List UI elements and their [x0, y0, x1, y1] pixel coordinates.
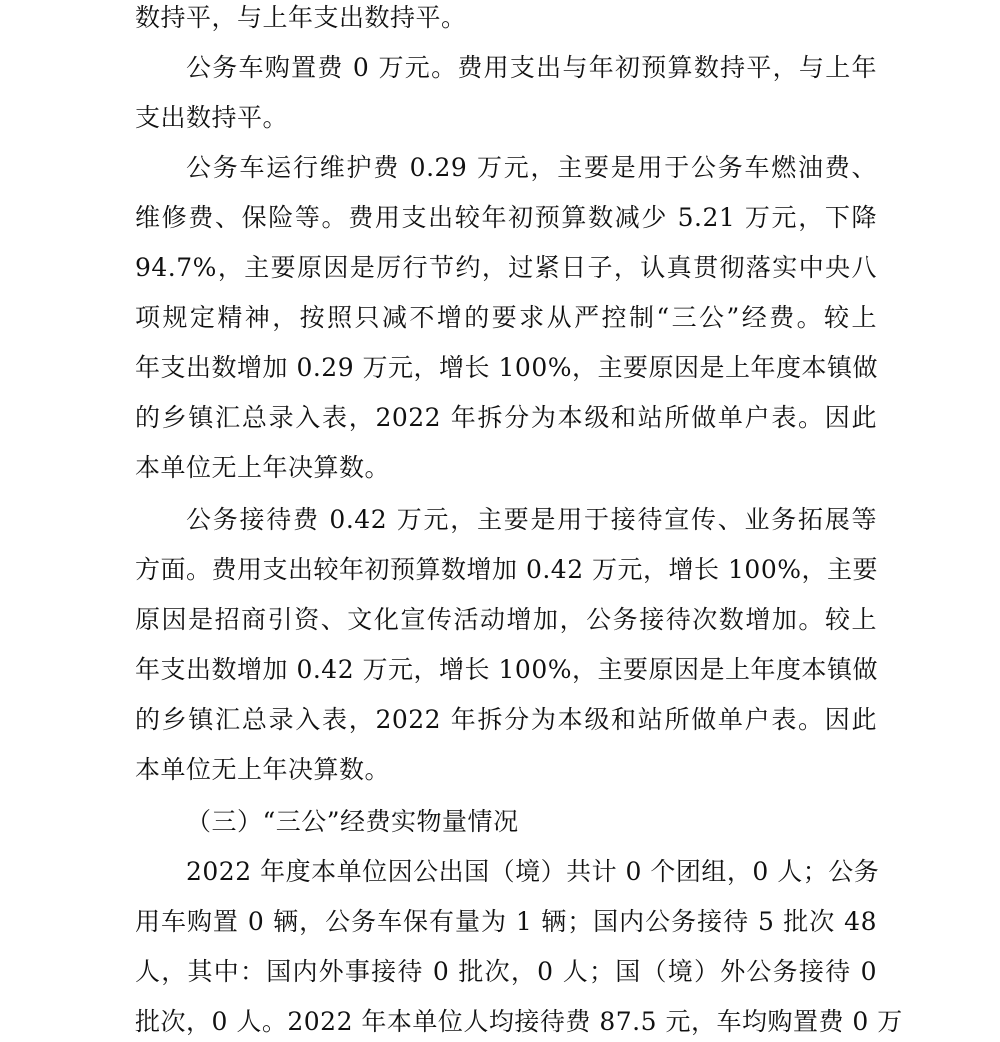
text-line: 94.7%，主要原因是厉行节约，过紧日子，认真贯彻落实中央八	[135, 253, 877, 282]
text-line: 的乡镇汇总录入表，2022 年拆分为本级和站所做单户表。因此	[135, 705, 877, 734]
text-line: 用车购置 0 辆，公务车保有量为 1 辆；国内公务接待 5 批次 48	[135, 907, 877, 936]
text-line: 方面。费用支出较年初预算数增加 0.42 万元，增长 100%，主要	[135, 555, 878, 584]
text-line: 数持平，与上年支出数持平。	[135, 3, 467, 32]
text-line: 批次，0 人。2022 年本单位人均接待费 87.5 元，车均购置费 0 万	[135, 1007, 903, 1036]
text-line: 公务车购置费 0 万元。费用支出与年初预算数持平，与上年	[186, 53, 877, 82]
text-line: 本单位无上年决算数。	[135, 453, 391, 482]
text-line: 年支出数增加 0.42 万元，增长 100%，主要原因是上年度本镇做	[135, 655, 878, 684]
text-line: 原因是招商引资、文化宣传活动增加，公务接待次数增加。较上	[135, 605, 877, 634]
text-line: 维修费、保险等。费用支出较年初预算数减少 5.21 万元，下降	[135, 203, 877, 232]
section-heading: （三）“三公”经费实物量情况	[186, 807, 519, 836]
text-line: 本单位无上年决算数。	[135, 755, 391, 784]
text-line: 支出数持平。	[135, 103, 289, 132]
text-line: 公务车运行维护费 0.29 万元，主要是用于公务车燃油费、	[186, 153, 877, 182]
text-line: 年支出数增加 0.29 万元，增长 100%，主要原因是上年度本镇做	[135, 353, 878, 382]
text-line: 的乡镇汇总录入表，2022 年拆分为本级和站所做单户表。因此	[135, 403, 877, 432]
text-line: 人，其中：国内外事接待 0 批次，0 人；国（境）外公务接待 0	[135, 957, 877, 986]
text-line: 项规定精神，按照只减不增的要求从严控制“三公”经费。较上	[135, 303, 877, 332]
text-line: 2022 年度本单位因公出国（境）共计 0 个团组，0 人；公务	[186, 857, 880, 886]
text-line: 公务接待费 0.42 万元，主要是用于接待宣传、业务拓展等	[186, 505, 877, 534]
